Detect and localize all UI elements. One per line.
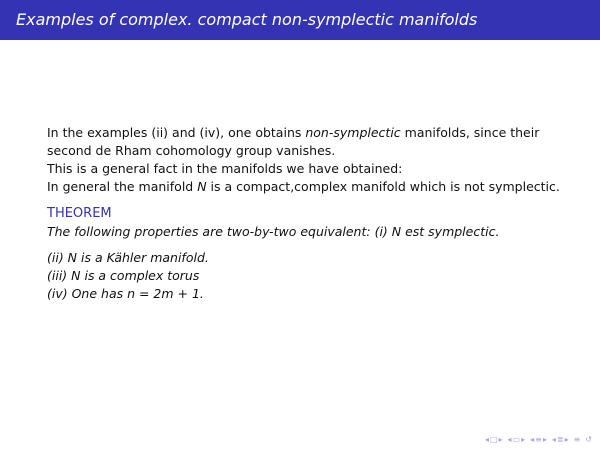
nav-frame-icon[interactable]: □ <box>489 435 498 444</box>
nav-frame-next-icon[interactable]: ▸ <box>498 435 503 444</box>
theorem-item-iv: (iv) One has n = 2m + 1. <box>47 286 204 301</box>
theorem-gap <box>47 241 567 249</box>
nav-subsec-next-icon[interactable]: ▸ <box>564 435 569 444</box>
emphasis-non-symplectic: non-symplectic <box>305 125 401 140</box>
frame-title-bar <box>0 0 600 40</box>
paragraph-examples: In the examples (ii) and (iv), one obtains non-symplectic manifolds, since their second de Rham cohomology group vanishes. <box>47 125 540 158</box>
nav-toc-icon[interactable]: ≡ <box>573 435 581 444</box>
beamer-navigation <box>485 435 592 444</box>
frame-title: Examples of complex. compact non-symplectic manifolds <box>16 10 478 29</box>
theorem-item-iii: (iii) N is a complex torus <box>47 268 200 283</box>
paragraph-general-fact: This is a general fact in the manifolds we have obtained: <box>47 161 403 176</box>
nav-subsection-group <box>508 435 526 444</box>
nav-section-group <box>530 435 547 444</box>
theorem-label: THEOREM <box>47 206 112 221</box>
variable-n: N <box>197 179 207 194</box>
nav-search-icon[interactable]: ↺ <box>585 435 592 444</box>
theorem-statement: The following properties are two-by-two equivalent: (i) N est symplectic. <box>47 224 500 239</box>
nav-subsec-icon[interactable]: ≣ <box>556 435 564 444</box>
theorem-item-ii: (ii) N is a Kähler manifold. <box>47 250 209 265</box>
paragraph-manifold-n: In general the manifold N is a compact,complex manifold which is not symplectic. <box>47 179 560 194</box>
nav-sec-prev-icon[interactable]: ◂ <box>530 435 535 444</box>
nav-sec-icon[interactable]: ≡ <box>535 435 542 444</box>
nav-sub-icon[interactable]: ▭ <box>512 435 521 444</box>
nav-subsec-prev-icon[interactable]: ◂ <box>551 435 556 444</box>
nav-sub-next-icon[interactable]: ▸ <box>521 435 526 444</box>
nav-frame-group <box>485 435 503 444</box>
nav-subsec-group <box>552 435 569 444</box>
nav-sec-next-icon[interactable]: ▸ <box>542 435 547 444</box>
nav-frame-prev-icon[interactable]: ◂ <box>484 435 489 444</box>
slide-content <box>47 124 567 303</box>
nav-sub-prev-icon[interactable]: ◂ <box>507 435 512 444</box>
